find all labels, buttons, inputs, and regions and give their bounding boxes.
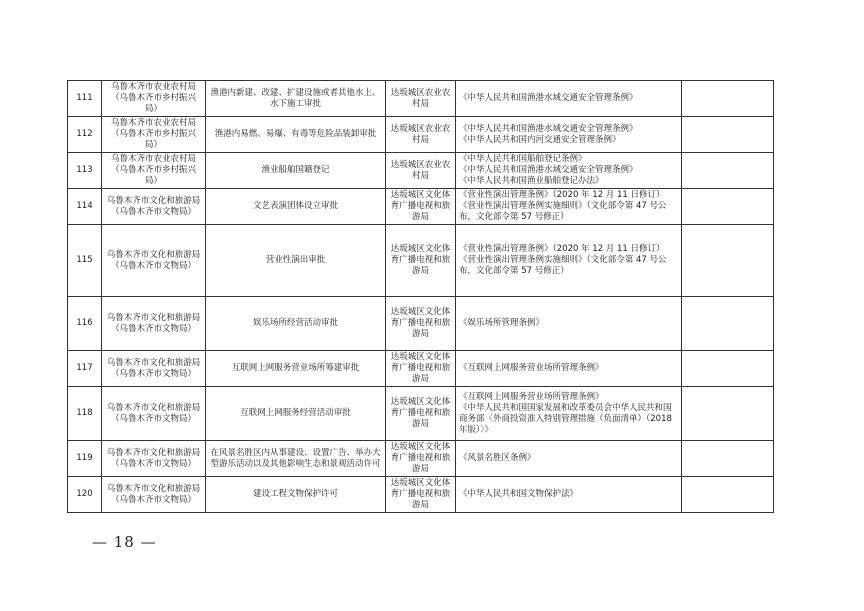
item-name-cell: 互联网上网服务经营活动审批 <box>206 387 386 441</box>
legal-basis-cell <box>456 117 682 153</box>
department-cell: 乌鲁木齐市农业农村局（乌鲁木齐市乡村振兴局） <box>102 117 206 153</box>
implementing-org-cell: 达坂城区农业农村局 <box>386 153 456 189</box>
legal-basis-line: 《营业性演出管理条例》（2020 年 12 月 11 日修订） <box>459 244 665 254</box>
legal-basis-line: 《互联网上网服务营业场所管理条例》 <box>459 363 604 373</box>
legal-basis-line: 《营业性演出管理条例实施细则》（文化部令第 47 号公布，文化部令第 57 号修正） <box>459 255 667 276</box>
implementing-org-cell: 达坂城区文化体育广播电视和旅游局 <box>386 441 456 477</box>
implementing-org-cell: 达坂城区文化体育广播电视和旅游局 <box>386 189 456 225</box>
row-number-cell: 114 <box>68 189 102 225</box>
item-name-cell: 文艺表演团体设立审批 <box>206 189 386 225</box>
department-cell: 乌鲁木齐市农业农村局（乌鲁木齐市乡村振兴局） <box>102 153 206 189</box>
note-cell <box>682 351 774 387</box>
legal-basis-cell <box>456 81 682 117</box>
note-cell <box>682 189 774 225</box>
note-cell <box>682 153 774 189</box>
department-cell: 乌鲁木齐市文化和旅游局（乌鲁木齐市文物局） <box>102 351 206 387</box>
row-number-cell: 115 <box>68 225 102 297</box>
table-body <box>68 81 774 513</box>
legal-basis-line: 《中华人民共和国渔港水域交通安全管理条例》 <box>459 165 638 175</box>
legal-basis-line: 《中华人民共和国内河交通安全管理条例》 <box>459 134 621 145</box>
legal-basis-line: 《营业性演出管理条例实施细则》（文化部令第 47 号公布，文化部令第 57 号修正） <box>459 201 667 222</box>
page-number: — 18 — <box>92 533 157 551</box>
legal-basis-line: 《娱乐场所管理条例》 <box>459 318 545 328</box>
row-number-cell: 119 <box>68 441 102 477</box>
row-number-cell: 117 <box>68 351 102 387</box>
department-cell: 乌鲁木齐市文化和旅游局（乌鲁木齐市文物局） <box>102 297 206 351</box>
table-row <box>68 387 774 441</box>
table-row <box>68 117 774 153</box>
row-number-cell: 113 <box>68 153 102 189</box>
legal-basis-cell <box>456 351 682 387</box>
note-cell <box>682 387 774 441</box>
item-name-cell: 娱乐场所经营活动审批 <box>206 297 386 351</box>
department-cell: 乌鲁木齐市文化和旅游局（乌鲁木齐市文物局） <box>102 387 206 441</box>
table-row <box>68 477 774 513</box>
implementing-org-cell: 达坂城区文化体育广播电视和旅游局 <box>386 477 456 513</box>
legal-basis-cell <box>456 189 682 225</box>
row-number-cell: 116 <box>68 297 102 351</box>
note-cell <box>682 81 774 117</box>
note-cell <box>682 477 774 513</box>
table-row <box>68 81 774 117</box>
item-name-cell: 渔业船舶国籍登记 <box>206 153 386 189</box>
implementing-org-cell: 达坂城区农业农村局 <box>386 81 456 117</box>
table-row <box>68 441 774 477</box>
table-row <box>68 153 774 189</box>
legal-basis-cell <box>456 441 682 477</box>
legal-basis-line: 《中华人民共和国渔港水域交通安全管理条例》 <box>459 123 638 134</box>
legal-basis-cell <box>456 387 682 441</box>
legal-basis-line: 《风景名胜区条例》 <box>459 453 536 463</box>
note-cell <box>682 117 774 153</box>
legal-basis-line: 《营业性演出管理条例》（2020 年 12 月 11 日修订） <box>459 190 665 200</box>
implementing-org-cell: 达坂城区农业农村局 <box>386 117 456 153</box>
legal-basis-line: 《中华人民共和国文物保护法》 <box>459 489 579 499</box>
implementing-org-cell: 达坂城区文化体育广播电视和旅游局 <box>386 297 456 351</box>
implementing-org-cell: 达坂城区文化体育广播电视和旅游局 <box>386 387 456 441</box>
approval-items-table <box>67 80 774 513</box>
department-cell: 乌鲁木齐市文化和旅游局（乌鲁木齐市文物局） <box>102 477 206 513</box>
department-cell: 乌鲁木齐市文化和旅游局（乌鲁木齐市文物局） <box>102 225 206 297</box>
implementing-org-cell: 达坂城区文化体育广播电视和旅游局 <box>386 225 456 297</box>
department-cell: 乌鲁木齐市农业农村局（乌鲁木齐市乡村振兴局） <box>102 81 206 117</box>
note-cell <box>682 441 774 477</box>
table-row <box>68 351 774 387</box>
legal-basis-line: 《中华人民共和国渔业船舶登记办法》 <box>459 176 604 186</box>
item-name-cell: 在风景名胜区内从事建设、设置广告、举办大型游乐活动以及其他影响生态和景观活动许可 <box>206 441 386 477</box>
item-name-cell: 营业性演出审批 <box>206 225 386 297</box>
row-number-cell: 118 <box>68 387 102 441</box>
legal-basis-cell <box>456 153 682 189</box>
department-cell: 乌鲁木齐市文化和旅游局（乌鲁木齐市文物局） <box>102 441 206 477</box>
table-row <box>68 189 774 225</box>
legal-basis-cell <box>456 297 682 351</box>
legal-basis-cell <box>456 225 682 297</box>
legal-basis-line: 《中华人民共和国渔港水域交通安全管理条例》 <box>459 93 638 103</box>
item-name-cell: 渔港内新建、改建、扩建设施或者其他水上、水下施工审批 <box>206 81 386 117</box>
legal-basis-cell <box>456 477 682 513</box>
row-number-cell: 120 <box>68 477 102 513</box>
table-row <box>68 297 774 351</box>
legal-basis-line: 《中华人民共和国国家发展和改革委员会中华人民共和国商务部〈外商投资准入特别管理措施（负面清单）（2018 年版）〉》 <box>459 402 672 435</box>
table-row <box>68 225 774 297</box>
row-number-cell: 111 <box>68 81 102 117</box>
row-number-cell: 112 <box>68 117 102 153</box>
note-cell <box>682 225 774 297</box>
item-name-cell: 互联网上网服务营业场所筹建审批 <box>206 351 386 387</box>
legal-basis-line: 《互联网上网服务营业场所管理条例》 <box>459 391 604 402</box>
note-cell <box>682 297 774 351</box>
legal-basis-line: 《中华人民共和国船舶登记条例》 <box>459 154 587 164</box>
implementing-org-cell: 达坂城区文化体育广播电视和旅游局 <box>386 351 456 387</box>
department-cell: 乌鲁木齐市文化和旅游局（乌鲁木齐市文物局） <box>102 189 206 225</box>
item-name-cell: 建设工程文物保护许可 <box>206 477 386 513</box>
item-name-cell: 渔港内易燃、易爆、有毒等危险品装卸审批 <box>206 117 386 153</box>
